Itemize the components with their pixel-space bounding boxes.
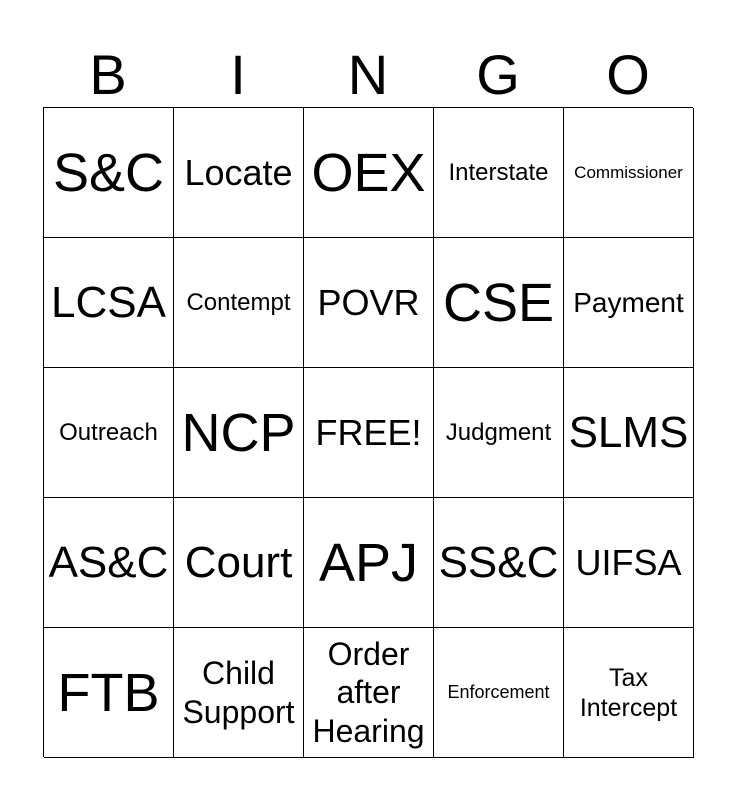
bingo-cell[interactable]: FREE! [304,368,434,498]
bingo-cell[interactable]: OEX [304,108,434,238]
bingo-header [43,44,693,106]
bingo-cell[interactable]: FTB [44,628,174,758]
bingo-cell[interactable]: UIFSA [564,498,694,628]
header-letter-b: B [89,43,127,106]
header-letter-i: I [230,43,246,106]
bingo-cell[interactable]: LCSA [44,238,174,368]
header-letter-g: G [476,43,520,106]
bingo-cell[interactable]: APJ [304,498,434,628]
bingo-cell[interactable]: Locate [174,108,304,238]
bingo-cell[interactable]: Commissioner [564,108,694,238]
bingo-cell[interactable]: Tax Intercept [564,628,694,758]
bingo-cell[interactable]: Payment [564,238,694,368]
bingo-cell[interactable]: Interstate [434,108,564,238]
bingo-cell[interactable]: Outreach [44,368,174,498]
bingo-cell[interactable]: Court [174,498,304,628]
bingo-cell[interactable]: Contempt [174,238,304,368]
header-letter-n: N [347,43,389,106]
bingo-cell[interactable]: POVR [304,238,434,368]
bingo-cell[interactable]: Judgment [434,368,564,498]
header-letter-o: O [606,43,650,106]
bingo-cell[interactable]: SLMS [564,368,694,498]
bingo-cell[interactable]: Child Support [174,628,304,758]
bingo-cell[interactable]: CSE [434,238,564,368]
bingo-cell[interactable]: AS&C [44,498,174,628]
bingo-cell[interactable]: Order after Hearing [304,628,434,758]
bingo-cell[interactable]: S&C [44,108,174,238]
bingo-cell[interactable]: NCP [174,368,304,498]
bingo-cell[interactable]: SS&C [434,498,564,628]
bingo-card [43,107,693,757]
bingo-cell[interactable]: Enforcement [434,628,564,758]
